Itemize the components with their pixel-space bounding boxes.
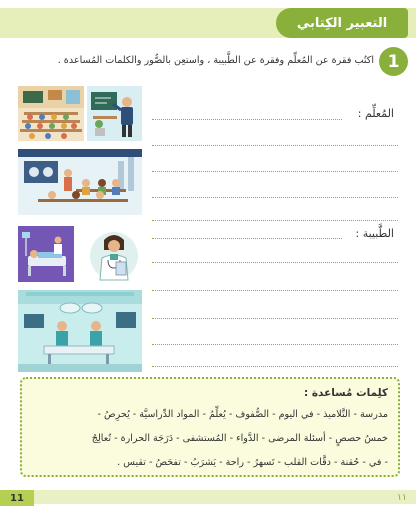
helper-words-line: - في - حُقنة - دقَّات القلب - تَسهرُ - راحة - يَشرَبُ - تفحَصُ - تقيس . xyxy=(117,457,388,468)
writing-line[interactable] xyxy=(152,344,398,345)
exercise-instruction: اكتُب فقرة عن المُعلِّم وفقرة عن الطَّبيبة ، واستعِن بالصُّور والكلمات المُساعدة . xyxy=(57,55,374,66)
operating-room-image xyxy=(18,290,142,372)
teacher-label: المُعلِّم : xyxy=(357,107,394,120)
writing-line[interactable] xyxy=(152,318,398,319)
footer-band xyxy=(0,490,416,504)
helper-words-line: خمسُ حصصٍ - أسئلة المرضى - الدَّواء - المُستشفى - دَرَجَة الحرارة - تُعالِجُ xyxy=(91,433,388,444)
patient-image xyxy=(18,226,74,282)
doctor-label: الطَّبيبة : xyxy=(355,227,394,240)
writing-line[interactable] xyxy=(152,119,342,120)
writing-line[interactable] xyxy=(152,238,342,239)
writing-line[interactable] xyxy=(152,290,398,291)
page-number-right: ١١ xyxy=(397,493,407,503)
section-title: التعبير الكِتابي xyxy=(276,8,408,38)
classroom-image xyxy=(18,86,84,141)
helper-words-box xyxy=(20,377,400,477)
page-number-left: 11 xyxy=(0,490,34,506)
doctor-image xyxy=(86,226,142,282)
writing-line[interactable] xyxy=(152,366,398,367)
writing-line[interactable] xyxy=(152,145,398,146)
writing-line[interactable] xyxy=(152,171,398,172)
writing-line[interactable] xyxy=(152,197,398,198)
helper-words-title: كلِمات مُساعدة : xyxy=(304,387,388,399)
teacher-image xyxy=(87,86,142,141)
helper-words-line: مدرسة - التَّلاميذ - في اليوم - الصُّفوف - يُعلِّمُ - المواد الدِّراسيَّة - يُحرِصُ - xyxy=(97,409,388,420)
lecture-image xyxy=(18,149,142,215)
writing-line[interactable] xyxy=(152,262,398,263)
exercise-number-badge: 1 xyxy=(379,47,408,76)
writing-line[interactable] xyxy=(152,220,398,221)
